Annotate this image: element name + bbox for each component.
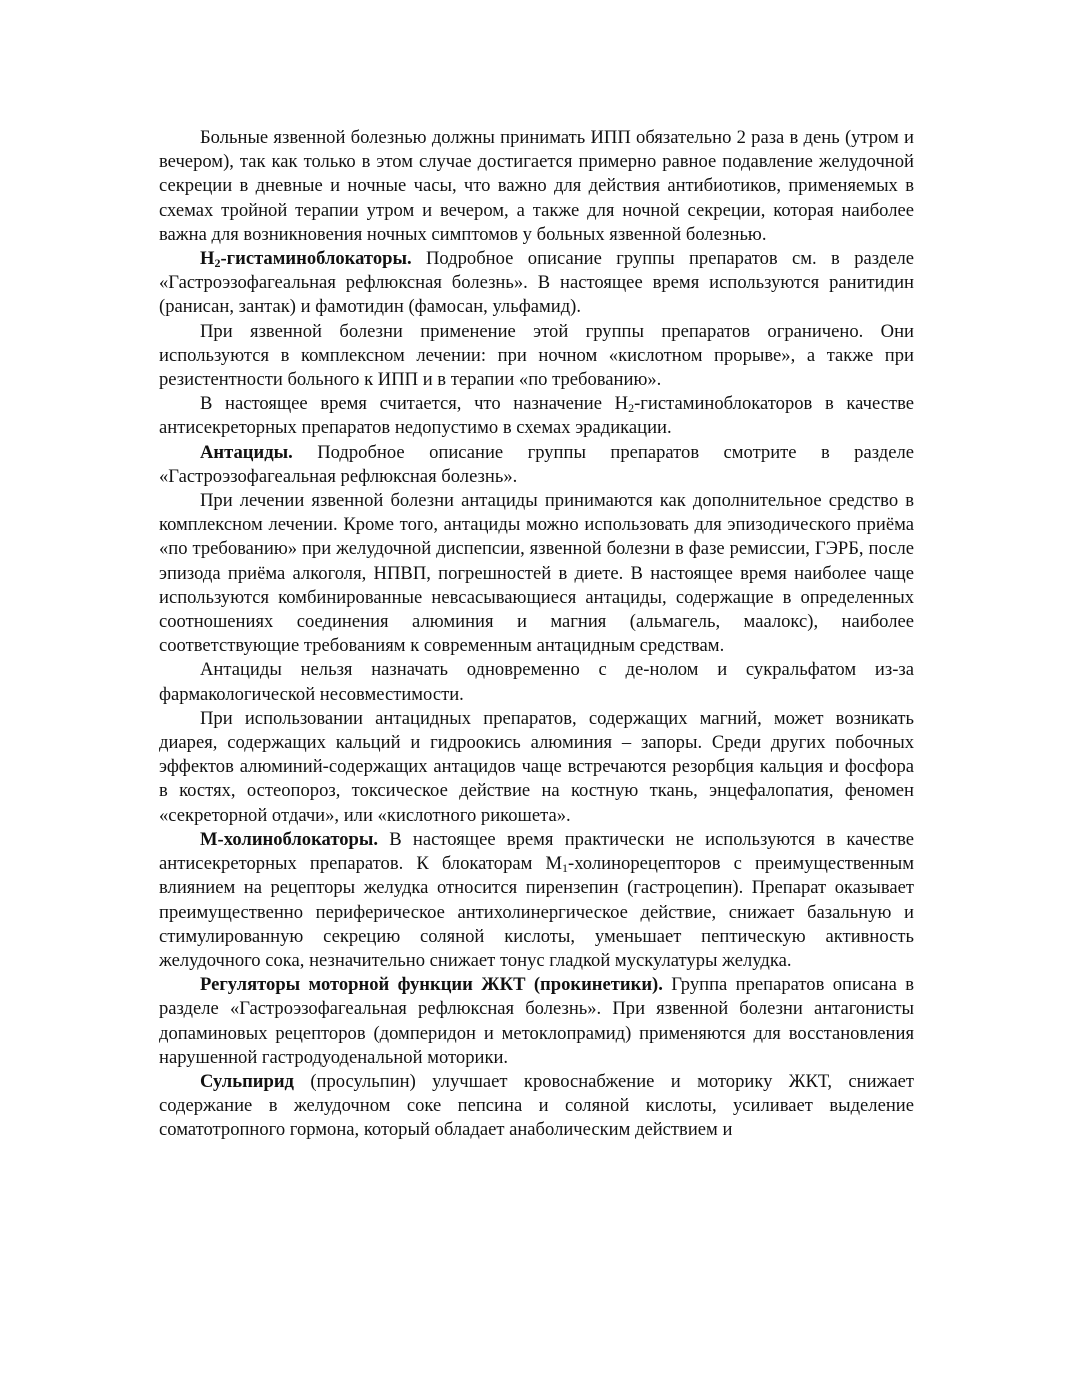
paragraph-text: -холинорецепторов с преимущественным влиянием на рецепторы желудка относится пирензепин (гастроцепин). Препарат оказывает преимущественно периферическое антихолинергическое действие, снижает базальную и стимулированную секрецию соляной кислоты, уменьшает пептическую активность желудочного сока, незначительно снижает тонус гладкой мускулатуры желудка. bbox=[159, 853, 914, 971]
heading-part: H bbox=[200, 248, 215, 270]
section-heading-prokinetics: Регуляторы моторной функции ЖКТ (прокинетики). bbox=[200, 974, 663, 996]
paragraph-h2-eradication bbox=[159, 392, 914, 440]
paragraph-text: -гистаминоблокаторов в качестве антисекреторных препаратов недопустимо в схемах эрадикации. bbox=[159, 393, 914, 439]
paragraph-antacids-incompatibility bbox=[159, 658, 914, 706]
paragraph-h2-limited-use bbox=[159, 320, 914, 393]
paragraph-text: Группа препаратов описана в разделе «Гастроэзофагеальная рефлюксная болезнь». При язвенной болезни антагонисты допаминовых рецепторов (домперидон и метоклопрамид) применяются для восстановления нарушенной гастродуоденальной моторики. bbox=[159, 974, 914, 1068]
paragraph-h2-blockers bbox=[159, 247, 914, 320]
section-heading-antacids: Антациды. bbox=[200, 441, 293, 463]
paragraph-text: Подробное описание группы препаратов см. в разделе «Гастроэзофагеальная рефлюксная болезнь». В настоящее время используются ранитидин (ранисан, зантак) и фамотидин (фамосан, ульфамид). bbox=[159, 248, 914, 318]
paragraph-text: Подробное описание группы препаратов смотрите в разделе «Гастроэзофагеальная рефлюксная болезнь». bbox=[159, 441, 914, 487]
section-heading-h2-blockers bbox=[200, 248, 412, 269]
paragraph-text: В настоящее время считается, что назначение H bbox=[200, 393, 629, 415]
paragraph-prokinetics bbox=[159, 973, 914, 1070]
section-heading-sulpiride: Сульпирид bbox=[200, 1070, 294, 1092]
heading-part: -гистаминоблокаторы. bbox=[220, 248, 412, 270]
subscript: 1 bbox=[562, 861, 569, 876]
paragraph-antacids-treatment bbox=[159, 489, 914, 658]
section-heading-m-cholinoblockers: М-холиноблокаторы. bbox=[200, 828, 379, 850]
paragraph-text: Больные язвенной болезнью должны принимать ИПП обязательно 2 раза в день (утром и вечером), так как только в этом случае достигается примерно равное подавление желудочной секреции в дневные и ночные часы, что важно для действия антибиотиков, применяемых в схемах тройной терапии утром и вечером, а также для ночной секреции, которая наиболее важна для возникновения ночных симптомов у больных язвенной болезнью. bbox=[159, 127, 914, 245]
paragraph-text: В настоящее время практически не используются в качестве антисекреторных препаратов. К блокаторам М bbox=[159, 828, 914, 875]
subscript: 2 bbox=[628, 401, 635, 416]
paragraph-antacids-side-effects bbox=[159, 707, 914, 828]
paragraph-text: При язвенной болезни применение этой группы препаратов ограничено. Они используются в комплексном лечении: при ночном «кислотном прорыве», а также при резистентности больного к ИПП и в терапии «по требованию». bbox=[159, 320, 914, 391]
paragraph-antacids bbox=[159, 441, 914, 489]
paragraph-m-cholinoblockers bbox=[159, 828, 914, 973]
subscript: 2 bbox=[214, 256, 221, 271]
paragraph-ipp-dosing bbox=[159, 126, 914, 247]
paragraph-sulpiride bbox=[159, 1070, 914, 1143]
paragraph-text: (просульпин) улучшает кровоснабжение и моторику ЖКТ, снижает содержание в желудочном соке пепсина и соляной кислоты, усиливает выделение соматотропного гормона, который обладает анаболическим действием и bbox=[159, 1070, 914, 1141]
paragraph-text: При лечении язвенной болезни антациды принимаются как дополнительное средство в комплексном лечении. Кроме того, антациды можно использовать для эпизодического приёма «по требованию» при желудочной диспепсии, язвенной болезни в фазе ремиссии, ГЭРБ, после эпизода приёма алкоголя, НПВП, погрешностей в диете. В настоящее время наиболее чаще используются комбинированные невсасывающиеся антациды, содержащие в определенных соотношениях соединения алюминия и магния (альмагель, маалокс), наиболее соответствующие требованиям к современным антацидным средствам. bbox=[159, 490, 914, 657]
document-page bbox=[159, 126, 914, 1143]
paragraph-text: Антациды нельзя назначать одновременно с де-нолом и сукральфатом из-за фармакологической несовместимости. bbox=[159, 659, 914, 705]
paragraph-text: При использовании антацидных препаратов, содержащих магний, может возникать диарея, содержащих кальций и гидроокись алюминия – запоры. Среди других побочных эффектов алюминий-содержащих антацидов чаще встречаются резорбция кальция и фосфора в костях, остеопороз, токсическое действие на костную ткань, энцефалопатия, феномен «секреторной отдачи», или «кислотного рикошета». bbox=[159, 707, 914, 826]
